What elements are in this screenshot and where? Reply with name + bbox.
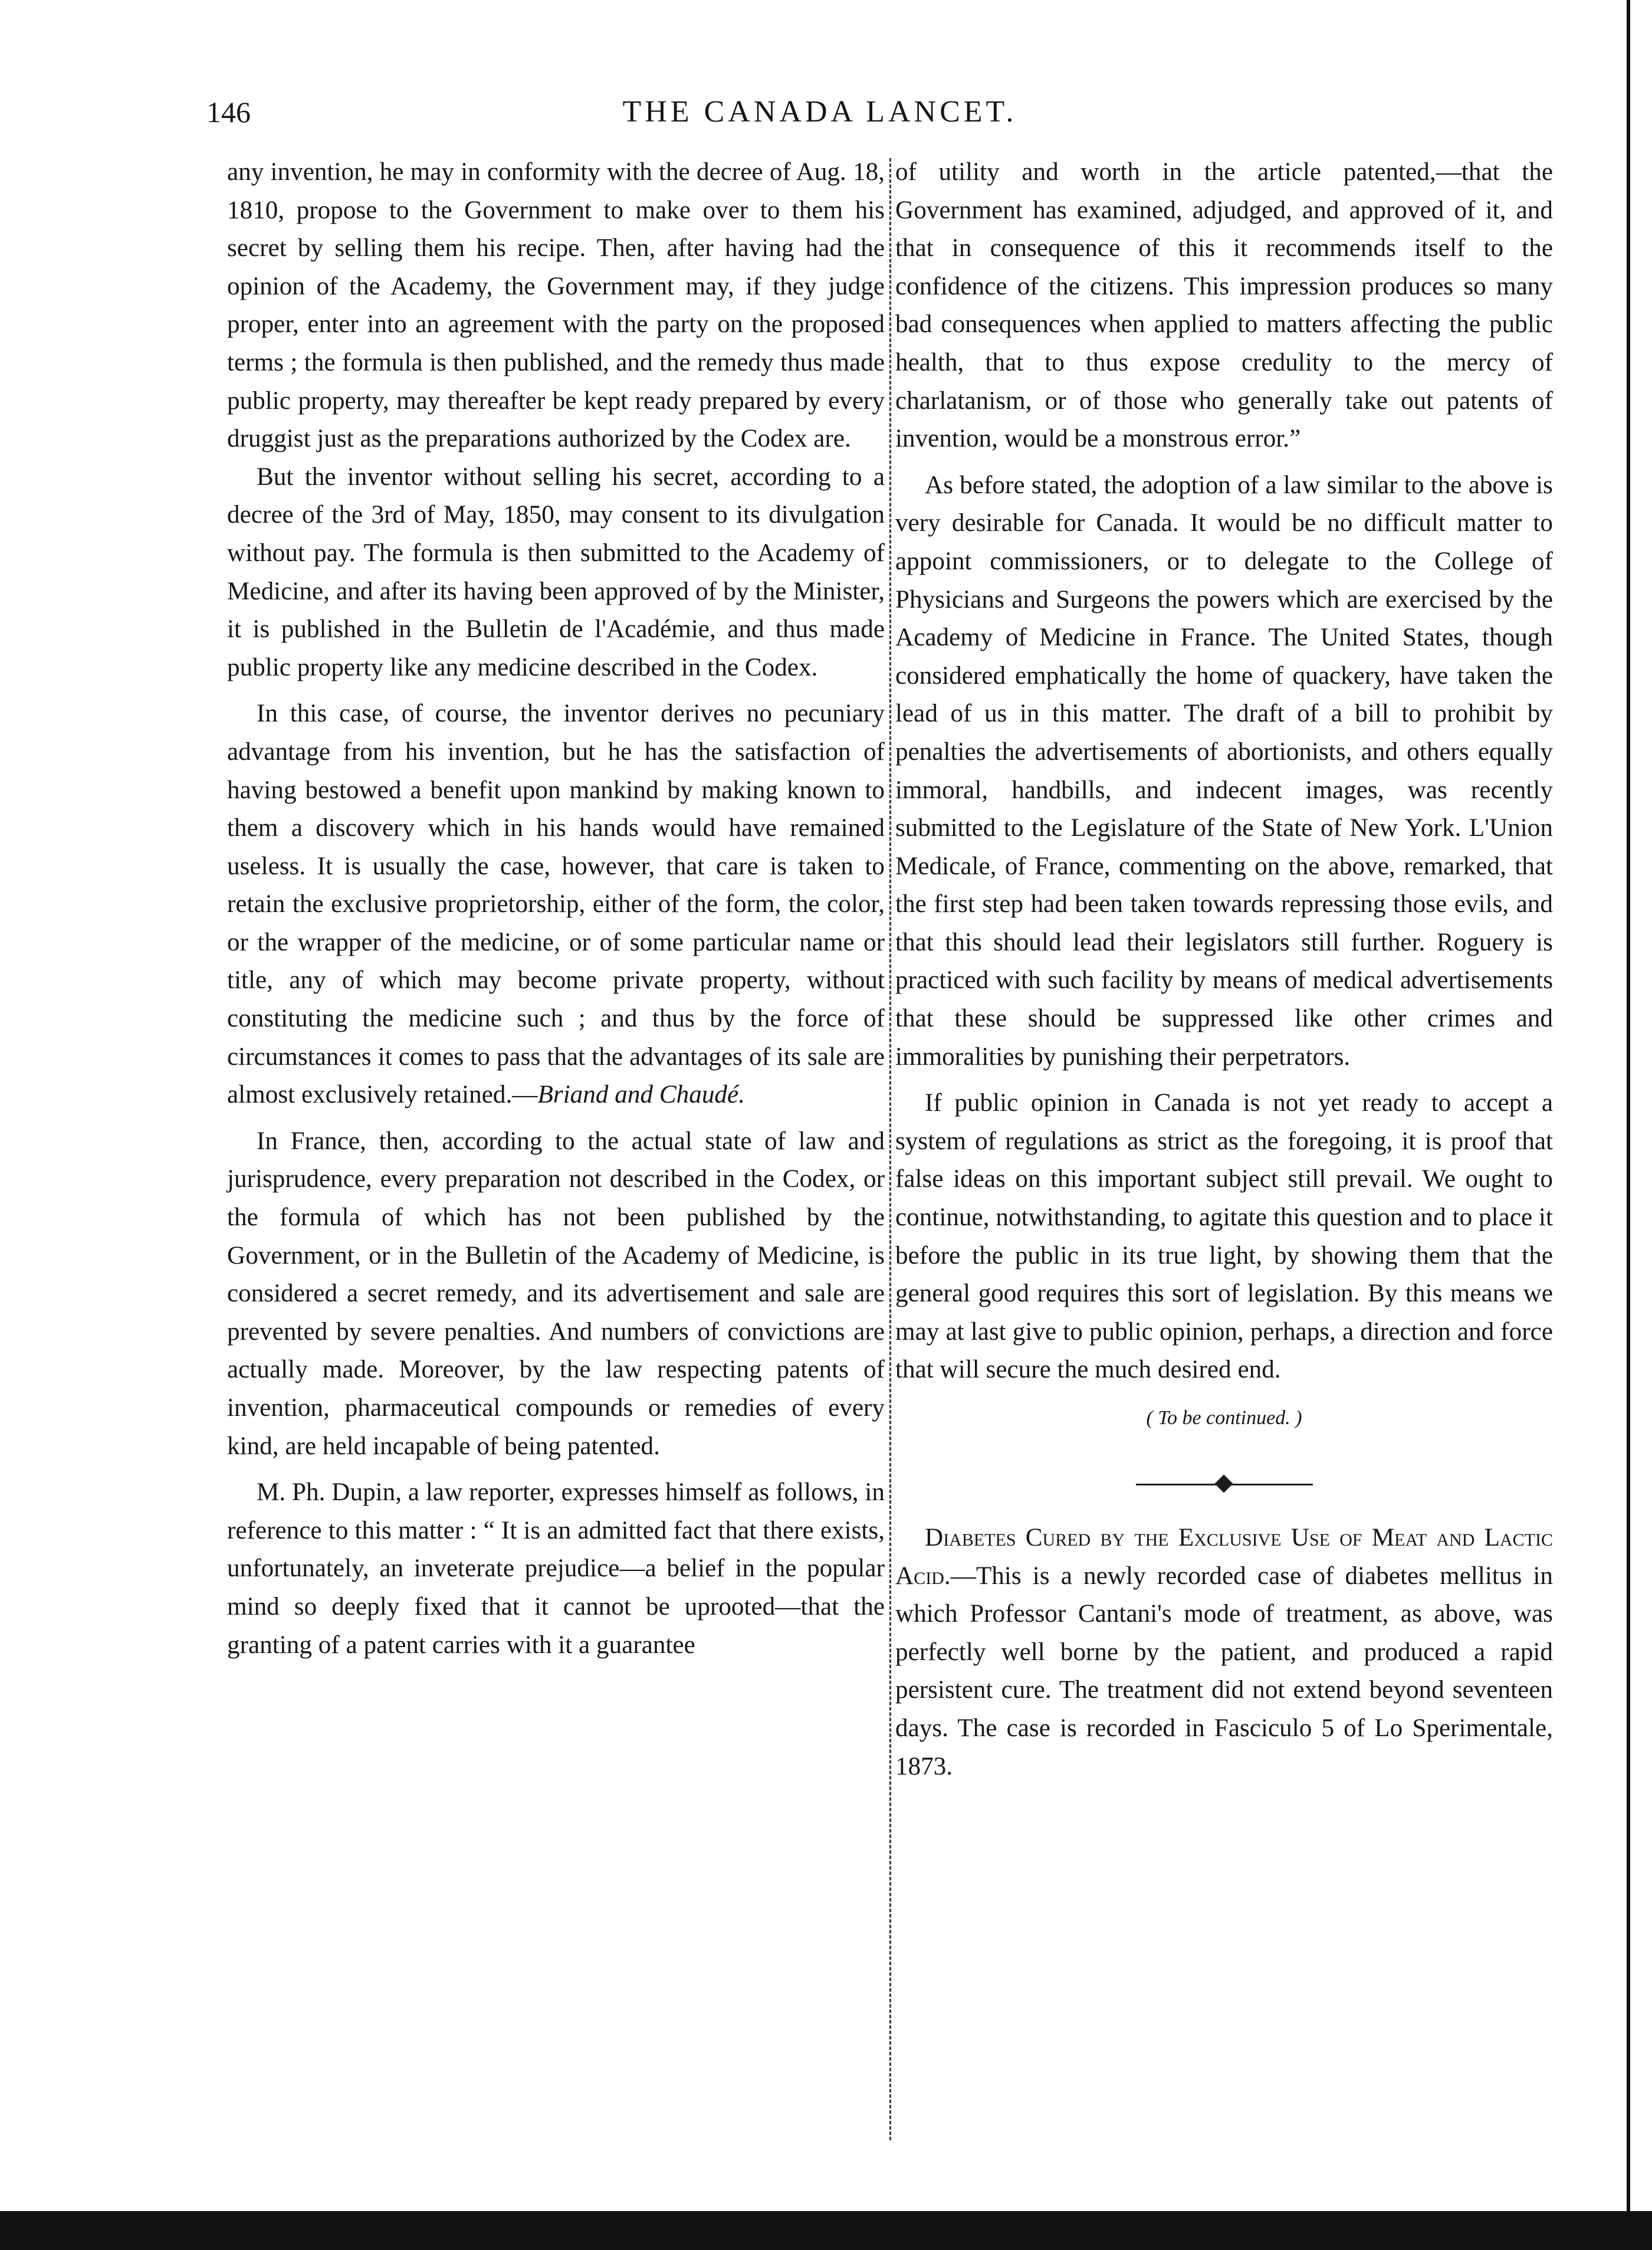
running-head: THE CANADA LANCET. (622, 95, 1017, 129)
article-title: Diabetes Cured by the Exclusive Use of Meat and Lactic Acid. (895, 1524, 1553, 1590)
article-body: —This is a newly recorded case of diabetes mellitus in which Professor Cantani's mode of treatment, as above, was perfectly well borne by the patient, and produced a rapid persistent cure. The treatment did not extend beyond seventeen days. The case is recorded in Fasciculo 5 of Lo Sperimentale, 1873. (895, 1562, 1553, 1780)
left-paragraph-5: M. Ph. Dupin, a law reporter, expresses himself as follows, in reference to this matter : “ It is an admitted fact that there exists, unfortunately, an inveterate prejudice—a belief in the popular mind so deeply fixed that it cannot be uprooted—that the granting of a patent carries with it a guarantee (227, 1478, 885, 1659)
right-column (895, 153, 1553, 1786)
left-paragraph-1: any invention, he may in conformity with the decree of Aug. 18, 1810, propose to the Government to make over to them his secret by selling them his recipe. Then, after having had the opinion of the Academy, the Government may, if they judge proper, enter into an agreement with the party on the proposed terms ; the formula is then published, and the remedy thus made public property, may thereafter be kept ready prepared by every druggist just as the preparations authorized by the Codex are. (227, 158, 885, 453)
page-header (206, 88, 1433, 142)
left-paragraph-2: But the inventor without selling his secret, according to a decree of the 3rd of May, 1850, may consent to its divulgation without pay. The formula is then submitted to the Academy of Medicine, and after its having been approved of by the Minister, it is published in the Bulletin de l'Académie, and thus made public property like any medicine described in the Codex. (227, 463, 885, 681)
column-divider (889, 158, 891, 2140)
left-paragraph-4: In France, then, according to the actual state of law and jurisprudence, every preparation not described in the Codex, or the formula of which has not been published by the Government, or in the Bulletin of the Academy of Medicine, is considered a secret remedy, and its advertisement and sale are prevented by severe penalties. And numbers of convictions are actually made. Moreover, by the law respecting patents of invention, pharmaceutical compounds or remedies of every kind, are held incapable of being patented. (227, 1127, 885, 1460)
right-paragraph-1: of utility and worth in the article patented,—that the Government has examined, adjudged, and approved of it, and that in consequence of this it recommends itself to the confidence of the citizens. This impression produces so many bad consequences when applied to matters affecting the public health, that to thus expose credulity to the mercy of charlatanism, or of those who generally take out patents of invention, would be a monstrous error.” (895, 158, 1553, 453)
article-diabetes (895, 1519, 1553, 1786)
to-be-continued-note: ( To be continued. ) (1146, 1407, 1302, 1429)
left-column (227, 153, 885, 1664)
page-bottom-edge (0, 2211, 1652, 2250)
right-paragraph-2: As before stated, the adoption of a law similar to the above is very desirable for Canada. It would be no difficult matter to appoint commissioners, or to delegate to the College of Physicians and Surgeons the powers which are exercised by the Academy of Medicine in France. The United States, though considered emphatically the home of quackery, have taken the lead of us in this matter. The draft of a bill to prohibit by penalties the advertisements of abortionists, and others equally immoral, handbills, and indecent images, was recently submitted to the Legislature of the State of New York. L'Union Medicale, of France, commenting on the above, remarked, that the first step had been taken towards repressing those evils, and that this should lead their legislators still further. Roguery is practiced with such facility by means of medical advertisements that these should be suppressed like other crimes and immoralities by punishing their perpetrators. (895, 471, 1553, 1071)
divider-diamond (1214, 1474, 1233, 1493)
page-right-edge (1627, 0, 1630, 2250)
left-paragraph-3-text: In this case, of course, the inventor derives no pecuniary advantage from his invention, but he has the satisfaction of having bestowed a benefit upon mankind by making known to them a discovery which in his hands would have remained useless. It is usually the case, however, that care is taken to retain the exclusive proprietorship, either of the form, the color, or the wrapper of the medicine, or of some particular name or title, any of which may become private property, without constituting the medicine such ; and thus by the force of circumstances it comes to pass that the advantages of its sale are almost exclusively retained.— (227, 700, 885, 1109)
page-number: 146 (206, 96, 251, 129)
right-paragraph-3: If public opinion in Canada is not yet ready to accept a system of regulations as strict as the foregoing, it is proof that false ideas on this important subject still prevail. We ought to continue, notwithstanding, to agitate this question and to place it before the public in its true light, by showing them that the general good requires this sort of legislation. By this means we may at last give to public opinion, perhaps, a direction and force that will secure the much desired end. (895, 1089, 1553, 1384)
left-paragraph-3 (227, 695, 885, 1114)
citation-briand-chaude: Briand and Chaudé. (537, 1081, 745, 1109)
section-divider-ornament (1136, 1473, 1313, 1497)
